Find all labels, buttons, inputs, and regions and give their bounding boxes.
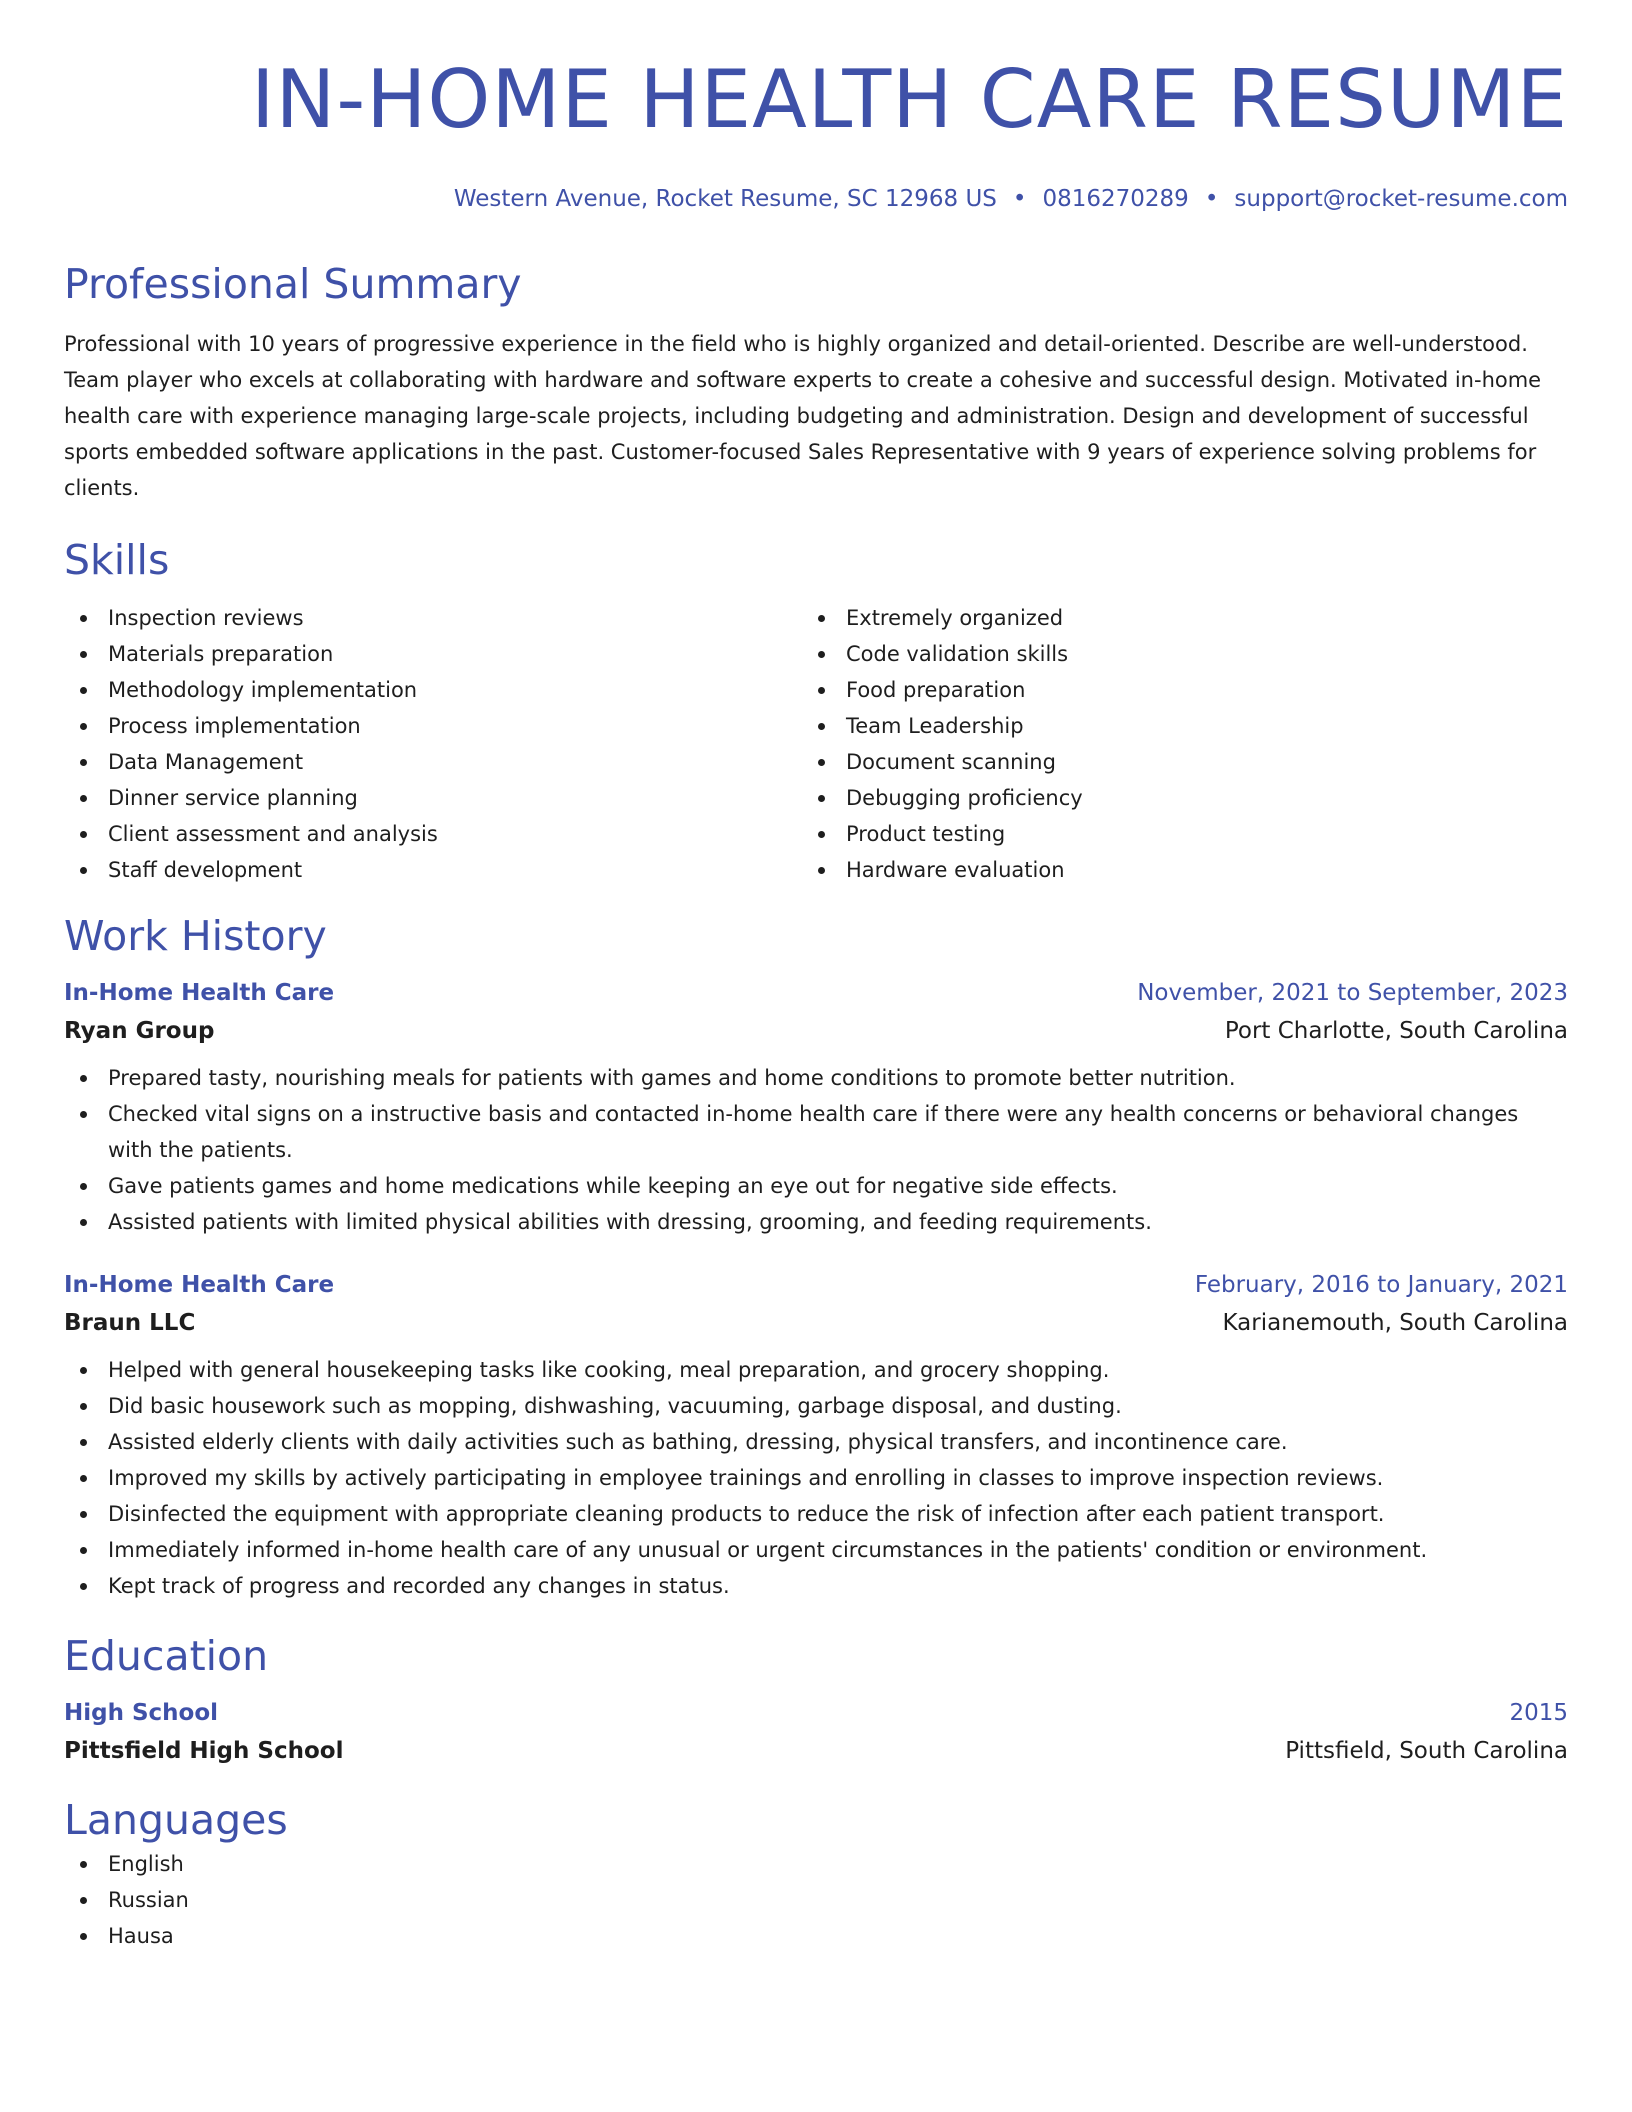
education-subheader xyxy=(64,1732,1568,1770)
job-header xyxy=(64,1266,1568,1304)
skill-item: Document scanning xyxy=(802,744,1540,780)
skill-item: Debugging proficiency xyxy=(802,780,1540,816)
job-bullet: Checked vital signs on a instructive basis and contacted in-home health care if there were any health concerns or behavioral changes with the patients. xyxy=(64,1096,1568,1168)
work-history-heading: Work History xyxy=(64,912,327,960)
job-location: Port Charlotte, South Carolina xyxy=(1224,1018,1568,1044)
skill-item: Client assessment and analysis xyxy=(64,816,802,852)
job-bullet: Improved my skills by actively participating in employee trainings and enrolling in classes to improve inspection reviews. xyxy=(64,1460,1568,1496)
education-degree: High School xyxy=(64,1700,219,1726)
education-entry xyxy=(64,1694,1568,1770)
skill-item: Hardware evaluation xyxy=(802,852,1540,888)
languages-heading: Languages xyxy=(64,1796,288,1844)
job-subheader xyxy=(64,1304,1568,1342)
education-header xyxy=(64,1694,1568,1732)
contact-email: support@rocket-resume.com xyxy=(1234,186,1568,212)
education-heading: Education xyxy=(64,1632,269,1680)
job-bullet: Prepared tasty, nourishing meals for patients with games and home conditions to promote better nutrition. xyxy=(64,1060,1568,1096)
skill-item: Code validation skills xyxy=(802,636,1540,672)
job-company: Braun LLC xyxy=(64,1310,196,1336)
job-dates: November, 2021 to September, 2023 xyxy=(1137,980,1568,1006)
skills-heading: Skills xyxy=(64,536,170,584)
skill-item: Team Leadership xyxy=(802,708,1540,744)
job-header xyxy=(64,974,1568,1012)
resume-title: IN-HOME HEALTH CARE RESUME xyxy=(250,53,1568,146)
skill-item: Extremely organized xyxy=(802,600,1540,636)
contact-line xyxy=(64,184,1568,214)
skill-item: Inspection reviews xyxy=(64,600,802,636)
education-year: 2015 xyxy=(1509,1700,1568,1726)
job-subheader xyxy=(64,1012,1568,1050)
contact-phone: 0816270289 xyxy=(1042,186,1189,212)
summary-text: Professional with 10 years of progressive experience in the field who is highly organized and detail-oriented. Describe are well-understood. Team player who excels at collaborating with hardware and software experts to create a cohesive and successful design. Motivated in-home health care with experience managing large-scale projects, including budgeting and administration. Design and development of successful sports embedded software applications in the past. Customer-focused Sales Representative with 9 years of experience solving problems for clients. xyxy=(64,332,1542,500)
job-bullets xyxy=(64,1352,1568,1604)
language-item: Hausa xyxy=(64,1918,1568,1954)
skills-left-column xyxy=(64,600,802,888)
job-bullet: Disinfected the equipment with appropriate cleaning products to reduce the risk of infection after each patient transport. xyxy=(64,1496,1568,1532)
job-bullet: Immediately informed in-home health care of any unusual or urgent circumstances in the patients' condition or environment. xyxy=(64,1532,1568,1568)
job-bullet: Helped with general housekeeping tasks like cooking, meal preparation, and grocery shopping. xyxy=(64,1352,1568,1388)
contact-separator: • xyxy=(1012,186,1027,212)
language-item: Russian xyxy=(64,1882,1568,1918)
skill-item: Methodology implementation xyxy=(64,672,802,708)
contact-address: Western Avenue, Rocket Resume, SC 12968 US xyxy=(453,186,997,212)
skill-item: Materials preparation xyxy=(64,636,802,672)
languages-list xyxy=(64,1846,1568,1954)
job-dates: February, 2016 to January, 2021 xyxy=(1194,1272,1568,1298)
job-title: In-Home Health Care xyxy=(64,1272,335,1298)
job-bullet: Assisted elderly clients with daily activities such as bathing, dressing, physical transfers, and incontinence care. xyxy=(64,1424,1568,1460)
summary-heading: Professional Summary xyxy=(64,260,522,308)
job-location: Karianemouth, South Carolina xyxy=(1222,1310,1568,1336)
job-title: In-Home Health Care xyxy=(64,980,335,1006)
skill-item: Data Management xyxy=(64,744,802,780)
skill-item: Food preparation xyxy=(802,672,1540,708)
job-bullet: Kept track of progress and recorded any changes in status. xyxy=(64,1568,1568,1604)
skill-item: Process implementation xyxy=(64,708,802,744)
job-entry xyxy=(64,1266,1568,1604)
job-company: Ryan Group xyxy=(64,1018,215,1044)
skill-item: Dinner service planning xyxy=(64,780,802,816)
job-bullet: Did basic housework such as mopping, dishwashing, vacuuming, garbage disposal, and dusting. xyxy=(64,1388,1568,1424)
skill-item: Product testing xyxy=(802,816,1540,852)
job-bullet: Assisted patients with limited physical abilities with dressing, grooming, and feeding requirements. xyxy=(64,1204,1568,1240)
job-bullet: Gave patients games and home medications while keeping an eye out for negative side effects. xyxy=(64,1168,1568,1204)
skills-grid xyxy=(64,600,1568,888)
job-entry xyxy=(64,974,1568,1240)
skills-right-column xyxy=(802,600,1540,888)
job-bullets xyxy=(64,1060,1568,1240)
skill-item: Staff development xyxy=(64,852,802,888)
education-school: Pittsfield High School xyxy=(64,1738,344,1764)
language-item: English xyxy=(64,1846,1568,1882)
education-location: Pittsfield, South Carolina xyxy=(1285,1738,1568,1764)
contact-separator: • xyxy=(1204,186,1219,212)
